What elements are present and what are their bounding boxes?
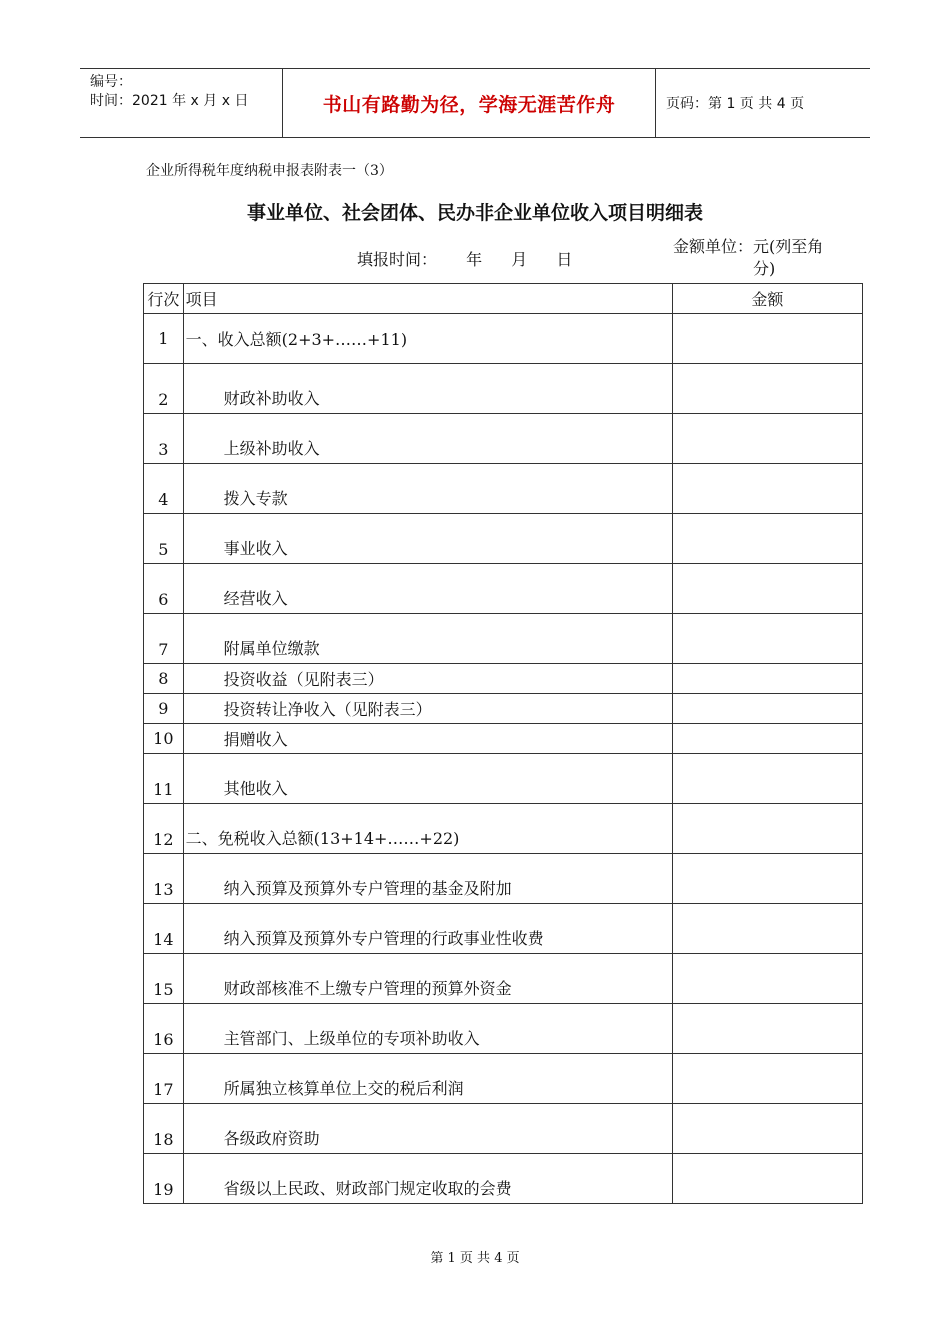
row-amount-cell[interactable] — [672, 804, 862, 854]
row-item: 主管部门、上级单位的专项补助收入 — [183, 1004, 672, 1054]
row-item: 附属单位缴款 — [183, 614, 672, 664]
row-amount-cell[interactable] — [672, 314, 862, 364]
row-amount-cell[interactable] — [672, 464, 862, 514]
amount-unit — [673, 236, 859, 280]
row-amount-cell[interactable] — [672, 724, 862, 754]
table-row — [144, 724, 863, 754]
row-amount-cell[interactable] — [672, 754, 862, 804]
row-amount-cell[interactable] — [672, 564, 862, 614]
page-footer: 第 1 页 共 4 页 — [430, 1251, 520, 1266]
row-amount-cell[interactable] — [672, 364, 862, 414]
table-row — [144, 1004, 863, 1054]
table-row — [144, 564, 863, 614]
row-number: 4 — [144, 464, 184, 514]
row-amount-cell[interactable] — [672, 904, 862, 954]
row-number: 1 — [144, 314, 184, 364]
table-row — [144, 754, 863, 804]
table-row — [144, 614, 863, 664]
header-meta — [80, 69, 282, 137]
table-row — [144, 694, 863, 724]
row-amount-cell[interactable] — [672, 1104, 862, 1154]
row-item: 二、免税收入总额(13+14+……+22) — [183, 804, 672, 854]
header-item: 项目 — [183, 284, 672, 314]
amount-unit-line1: 金额单位：元(列至角 — [673, 237, 824, 256]
row-number: 17 — [144, 1054, 184, 1104]
row-number: 15 — [144, 954, 184, 1004]
table-row — [144, 1154, 863, 1204]
header-row-no: 行次 — [144, 284, 184, 314]
row-number: 18 — [144, 1104, 184, 1154]
row-amount-cell[interactable] — [672, 414, 862, 464]
row-amount-cell[interactable] — [672, 664, 862, 694]
row-item: 拨入专款 — [183, 464, 672, 514]
row-item: 纳入预算及预算外专户管理的基金及附加 — [183, 854, 672, 904]
fill-day: 日 — [556, 250, 573, 269]
row-amount-cell[interactable] — [672, 854, 862, 904]
form-title: 事业单位、社会团体、民办非企业单位收入项目明细表 — [246, 202, 703, 224]
header-motto: 书山有路勤为径，学海无涯苦作舟 — [282, 69, 656, 137]
form-subtitle: 企业所得税年度纳税申报表附表一（3） — [146, 163, 393, 179]
row-number: 9 — [144, 694, 184, 724]
row-item: 投资收益（见附表三） — [183, 664, 672, 694]
row-number: 8 — [144, 664, 184, 694]
row-amount-cell[interactable] — [672, 1004, 862, 1054]
row-number: 13 — [144, 854, 184, 904]
row-number: 19 — [144, 1154, 184, 1204]
header-page-info: 页码：第 1 页 共 4 页 — [666, 96, 805, 112]
document-header — [80, 68, 870, 138]
row-number: 6 — [144, 564, 184, 614]
row-item: 一、收入总额(2+3+……+11) — [183, 314, 672, 364]
row-item: 捐赠收入 — [183, 724, 672, 754]
row-number: 7 — [144, 614, 184, 664]
row-number: 5 — [144, 514, 184, 564]
table-row — [144, 464, 863, 514]
row-amount-cell[interactable] — [672, 514, 862, 564]
row-item: 经营收入 — [183, 564, 672, 614]
table-row — [144, 904, 863, 954]
row-item: 投资转让净收入（见附表三） — [183, 694, 672, 724]
row-amount-cell[interactable] — [672, 954, 862, 1004]
row-number: 3 — [144, 414, 184, 464]
row-number: 14 — [144, 904, 184, 954]
row-amount-cell[interactable] — [672, 1054, 862, 1104]
number-label: 编号： — [90, 74, 132, 90]
row-number: 2 — [144, 364, 184, 414]
row-number: 16 — [144, 1004, 184, 1054]
table-row — [144, 804, 863, 854]
table-row — [144, 954, 863, 1004]
time-label: 时间：2021 年 x 月 x 日 — [90, 93, 249, 109]
fill-time — [357, 247, 596, 270]
header-amount: 金额 — [672, 284, 862, 314]
row-item: 上级补助收入 — [183, 414, 672, 464]
income-detail-table — [143, 283, 863, 1204]
fill-time-label: 填报时间： — [357, 250, 438, 269]
table-row — [144, 364, 863, 414]
table-row — [144, 664, 863, 694]
row-amount-cell[interactable] — [672, 1154, 862, 1204]
row-item: 其他收入 — [183, 754, 672, 804]
table-row — [144, 314, 863, 364]
row-number: 10 — [144, 724, 184, 754]
fill-year: 年 — [466, 250, 483, 269]
row-item: 所属独立核算单位上交的税后利润 — [183, 1054, 672, 1104]
row-amount-cell[interactable] — [672, 694, 862, 724]
row-item: 各级政府资助 — [183, 1104, 672, 1154]
row-item: 事业收入 — [183, 514, 672, 564]
amount-unit-line2: 分) — [753, 259, 776, 278]
fill-month: 月 — [511, 250, 528, 269]
row-item: 省级以上民政、财政部门规定收取的会费 — [183, 1154, 672, 1204]
table-row — [144, 1054, 863, 1104]
table-row — [144, 1104, 863, 1154]
row-item: 纳入预算及预算外专户管理的行政事业性收费 — [183, 904, 672, 954]
row-amount-cell[interactable] — [672, 614, 862, 664]
row-item: 财政部核准不上缴专户管理的预算外资金 — [183, 954, 672, 1004]
row-item: 财政补助收入 — [183, 364, 672, 414]
table-row — [144, 854, 863, 904]
row-number: 12 — [144, 804, 184, 854]
table-row — [144, 414, 863, 464]
row-number: 11 — [144, 754, 184, 804]
table-row — [144, 514, 863, 564]
table-header-row — [144, 284, 863, 314]
